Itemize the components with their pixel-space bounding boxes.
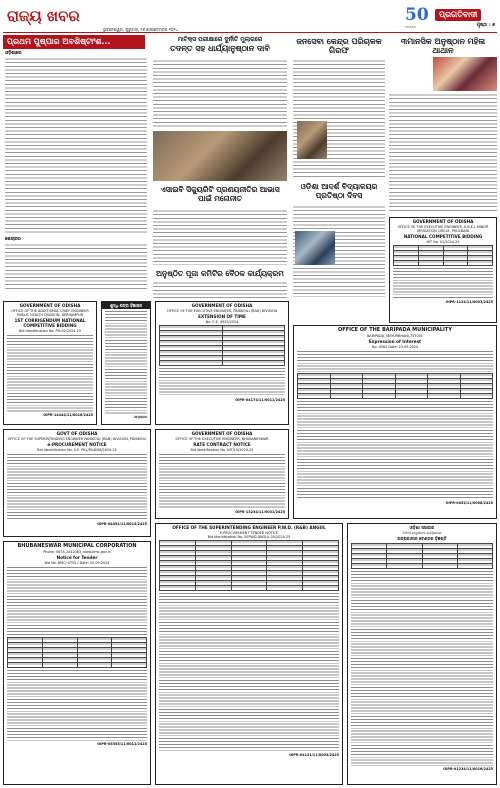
anniversary-logo: 50 YEARS bbox=[405, 5, 429, 30]
news-photo bbox=[153, 131, 287, 181]
notice-office: ନିର୍ବାହୀ ଯନ୍ତ୍ରୀଙ୍କ କାର୍ଯ୍ୟାଳୟ bbox=[402, 531, 442, 536]
article-body bbox=[153, 281, 287, 299]
notice-org: OFFICE OF THE BARIPADA MUNICIPALITY bbox=[338, 327, 452, 333]
tender-notice bbox=[3, 541, 151, 785]
notice-sign: ସମ୍ପାଦକ bbox=[134, 415, 147, 419]
masthead bbox=[3, 3, 497, 33]
notice-bid-id: Bid No. BMC/ 4752 / Date: 20.09.2024 bbox=[44, 561, 110, 566]
article-body bbox=[5, 243, 147, 289]
tender-notice bbox=[3, 429, 151, 537]
notice-type: 1ST CORRIGENDUM NATIONAL COMPETITIVE BIDDING bbox=[14, 318, 86, 329]
notice-office: OFFICE OF THE ADDITIONAL CHIEF ENGINEER PUBLIC HEALTH DIVISION, BERHAMPUR bbox=[11, 309, 89, 318]
notice-type: ଅଳ୍ପକାଳୀନ ଟେଣ୍ଡର ବିଜ୍ଞପ୍ତି bbox=[397, 536, 447, 542]
notice-type: EXTENSION OF TIME bbox=[198, 314, 246, 320]
tender-notice bbox=[155, 429, 289, 519]
date-line: ଭୁବନେଶ୍ୱର, ଗୁରୁବାର, ୨୬ ସେପ୍ଟେମ୍ବର ୨୦୨୪ bbox=[103, 27, 179, 32]
notice-code: OIPR-1124/11/0003/2425 bbox=[445, 300, 493, 305]
notice-office: OFFICE OF THE EXECUTIVE ENGINEER, BHUBANESWAR bbox=[175, 437, 269, 442]
tender-notice bbox=[389, 217, 497, 323]
notice-table bbox=[297, 373, 493, 399]
tender-notice bbox=[155, 301, 289, 425]
notice-table bbox=[393, 245, 493, 266]
article-body bbox=[5, 57, 147, 234]
notice-table bbox=[159, 540, 339, 591]
notice-body bbox=[351, 570, 493, 766]
notice-org: GOVERNMENT OF ODISHA bbox=[412, 219, 474, 224]
subhead: ଓଡ଼ିଶାରେ bbox=[5, 51, 22, 56]
notice-office: Phone: 0674-2432063, www.bmc.gov.in bbox=[43, 550, 111, 554]
notice-org: OFFICE OF THE SUPERINTENDING ENGINEER P.W.D. (R&B) ANGUL bbox=[172, 525, 326, 530]
notice-type: RATE CONTRACT NOTICE bbox=[193, 442, 251, 448]
notice-bid-id: Bid Identification No. S.E. PKL/R&B/08/2024-25 bbox=[37, 448, 117, 453]
notice-code: OIPR-0452/11/0008/2425 bbox=[445, 501, 493, 506]
notice-body bbox=[7, 566, 147, 636]
notice-body bbox=[159, 592, 339, 752]
story-headline: ଓଡ଼ିଶା ଆଦର୍ଶ ବିଦ୍ୟାଳୟର ପ୍ରତିଷ୍ଠା ଦିବସ bbox=[300, 182, 378, 200]
notice-org: BHUBANESWAR MUNICIPAL CORPORATION bbox=[17, 543, 137, 549]
notice-title: ଶୁଦ୍ଧି ପତ୍ର ବିଜ୍ଞାପନ bbox=[102, 302, 150, 309]
notice-table bbox=[351, 543, 493, 569]
notice-code: OIPR-04451/11/0015/2425 bbox=[97, 522, 147, 527]
notice-office: OFFICE OF THE EXECUTIVE ENGINEER, K.B.K.L MINOR IRRIGATION CIRCLE, PHULBANI bbox=[397, 225, 489, 234]
tender-notice bbox=[155, 523, 343, 785]
story-headline: ୩ମାନସିକ ଅନୁଷ୍ଠାନ ମହିଳା ଥାଥାନ bbox=[400, 37, 486, 56]
notice-code: OIPR-01234/11/0016/2425 bbox=[443, 767, 493, 772]
notice-table bbox=[159, 325, 285, 366]
notice-org: GOVERNMENT OF ODISHA bbox=[191, 303, 253, 308]
notice-body bbox=[393, 267, 493, 299]
news-photo bbox=[295, 231, 335, 265]
news-photo bbox=[297, 121, 327, 159]
notice-bid-id: Bid Identification No. SEPWD-ANGUL-05/2024-25 bbox=[207, 535, 291, 540]
story-headline: ଜନସେବା କେନ୍ଦ୍ର ପରିଚାଳକ ଗିରଫ bbox=[296, 37, 382, 56]
notice-type: NATIONAL COMPETITIVE BIDDING bbox=[403, 234, 483, 240]
notice-bid-id: No. E.E. 4925/2024 bbox=[205, 320, 239, 325]
notice-type: e-PROCUREMENT NOTICE bbox=[47, 442, 107, 448]
notice-code: OIPR-13234/11/0031/2425 bbox=[235, 510, 285, 515]
notice-org: ଓଡ଼ିଶା ସରକାର bbox=[409, 525, 435, 530]
lead-headline: ପ୍ରଥମ ପୁଷ୍ପାର ଅବଶିଷ୍ଟାଂଶ... bbox=[3, 35, 145, 49]
notice-office: OFFICE OF THE EXECUTIVE ENGINEER, PANIKOILI (R&B) DIVISION bbox=[166, 309, 278, 314]
corrigendum-notice bbox=[101, 301, 151, 425]
notice-code: OIPR-04121/11/0003/2425 bbox=[289, 753, 339, 758]
notice-bid-id: No. 4562 Date: 23.09.2024 bbox=[371, 345, 419, 350]
notice-body bbox=[7, 334, 93, 412]
newspaper-page bbox=[3, 3, 497, 785]
newspaper-brand: ପ୍ରଗତିବାଦୀ bbox=[435, 9, 481, 21]
notice-org: GOVERNMENT OF ODISHA bbox=[191, 431, 253, 436]
news-photo bbox=[433, 57, 497, 91]
notice-office: BARIPADA, MAYURBHANJ-757001 bbox=[367, 334, 423, 338]
notice-type: Expression of Interest bbox=[368, 339, 422, 345]
notice-body bbox=[297, 400, 493, 500]
notice-office: E-PROCUREMENT TENDER NOTICE bbox=[219, 531, 279, 536]
article-body bbox=[389, 93, 497, 213]
notice-bid-id: NIT No. 01/2024-25 bbox=[426, 240, 460, 245]
eoi-notice bbox=[293, 325, 497, 519]
notice-body bbox=[105, 310, 147, 414]
notice-code: OIPR-14444/11/0016/2425 bbox=[43, 413, 93, 418]
notice-body bbox=[7, 453, 147, 521]
story-headline: ମାଟିକ୍ସ ପରୀକ୍ଷାରେ ଦୁର୍ନୀତି ମୁଲାଗରେ ତଦନ୍ତ ସହ ଧାର୍ଯ୍ୟାନୁଷ୍ଠାନ ଦାବି bbox=[170, 36, 270, 53]
notice-code: OIPR-04174/11/0011/2425 bbox=[235, 398, 285, 403]
tender-notice-odia bbox=[347, 523, 497, 785]
notice-code: OIPR-05555/11/0011/2425 bbox=[97, 742, 147, 747]
story-headline: ଅନୁଷ୍ଠିତ ପୂଜା କମିଟିର ବୈଠକ କାର୍ଯ୍ୟକ୍ରମ bbox=[156, 269, 284, 278]
notice-org: GOVT OF ODISHA bbox=[56, 431, 98, 436]
notice-bid-id: Bid Identification No. PH-02/2024-25 bbox=[19, 329, 81, 334]
notice-office: OFFICE OF THE SUPERINTENDING ENGINEER PANIKOILI (R&B) DIVISION, PANIKOILI bbox=[7, 437, 147, 442]
notice-body bbox=[7, 669, 147, 741]
section-title: ରାଜ୍ୟ ଖବର bbox=[7, 7, 80, 25]
notice-bid-id: Bid Identification No. NIT/10/2024-25 bbox=[190, 448, 254, 453]
notice-body bbox=[297, 350, 493, 372]
subhead: କେନ୍ଦ୍ରର bbox=[5, 237, 21, 242]
story-headline: ଏସାଇବି ସିକ୍ୟୁରିଟି ପ୍ରଣୟନୀତିର ଆଭାସ ପାଇଁ ମନୋନୀତ bbox=[160, 185, 280, 203]
notice-body bbox=[159, 453, 285, 509]
article-body bbox=[153, 209, 287, 265]
notice-org: GOVERNMENT OF ODISHA bbox=[19, 303, 81, 308]
notice-type: Notice for Tender bbox=[56, 555, 98, 561]
notice-table bbox=[7, 637, 147, 668]
article-body bbox=[153, 59, 287, 129]
article-body bbox=[293, 59, 385, 179]
page-number: ପୃଷ୍ଠା : ୭ bbox=[476, 23, 495, 28]
notice-body bbox=[159, 367, 285, 397]
tender-notice bbox=[3, 301, 97, 425]
